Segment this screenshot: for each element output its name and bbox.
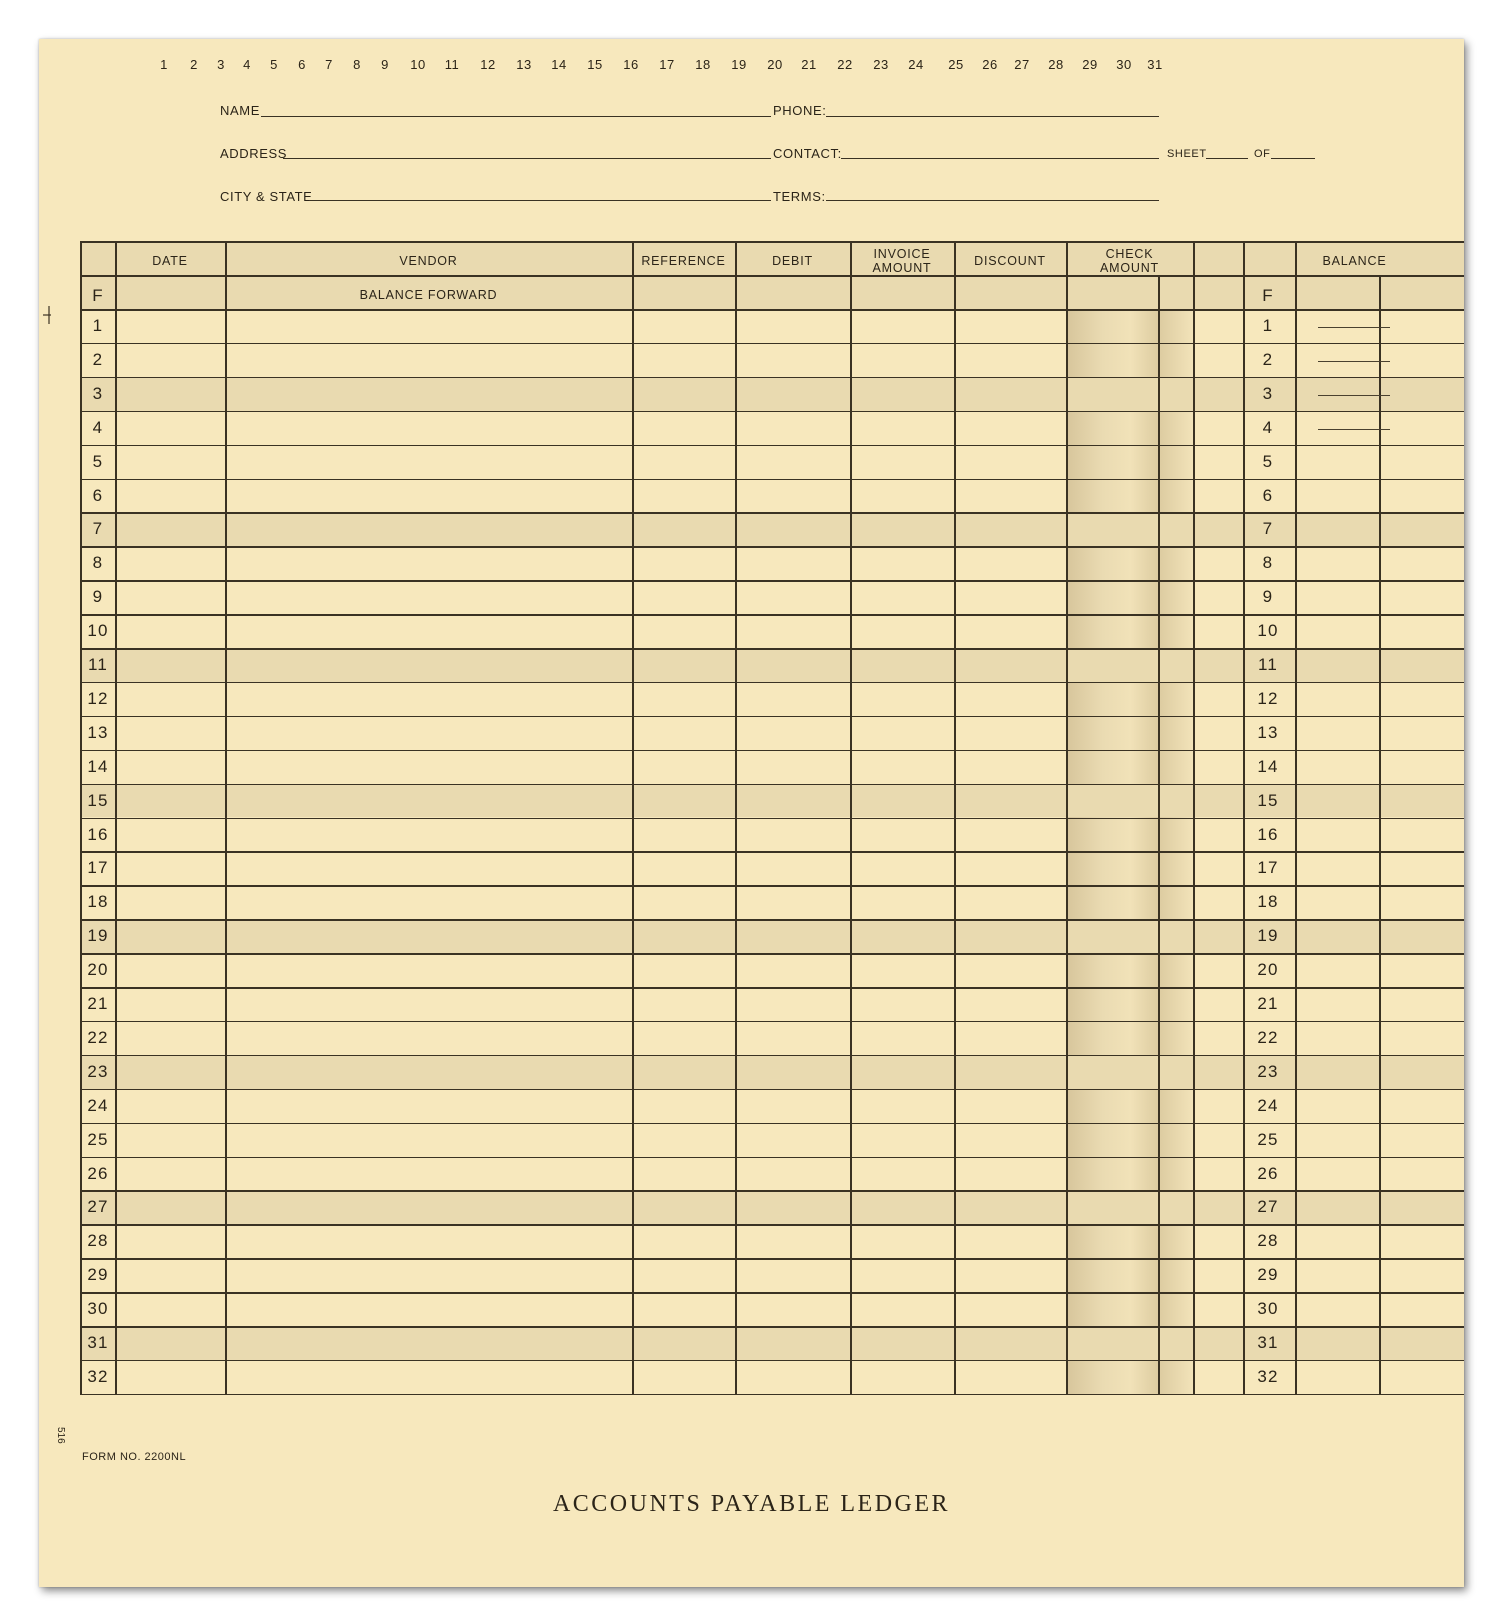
row-number-right: 10 — [1257, 621, 1279, 641]
grid-row-rule — [80, 1021, 1464, 1023]
phone-field[interactable] — [826, 116, 1159, 117]
row-number-left: 9 — [92, 587, 104, 607]
row-number-right: 22 — [1257, 1027, 1279, 1047]
row-number-left: 25 — [87, 1129, 109, 1149]
day-number-23: 23 — [873, 57, 889, 72]
contact-label: CONTACT: — [773, 146, 842, 161]
terms-label: TERMS: — [773, 189, 826, 204]
invoice-header-line1: INVOICE — [873, 247, 931, 261]
day-number-12: 12 — [480, 57, 496, 72]
grid-column-rule — [1295, 241, 1297, 1394]
row-number-left: 23 — [87, 1061, 109, 1081]
grid-row-rule — [80, 987, 1464, 989]
row-number-right: 26 — [1257, 1163, 1279, 1183]
form-side-code: 516 — [55, 1427, 66, 1444]
balance-cents-rule — [1379, 275, 1381, 1394]
row-number-left: 30 — [87, 1299, 109, 1319]
row-number-right: 32 — [1257, 1366, 1279, 1386]
row-number-right: 23 — [1257, 1061, 1279, 1081]
day-number-27: 27 — [1014, 57, 1030, 72]
day-number-1: 1 — [160, 57, 168, 72]
day-number-11: 11 — [444, 57, 460, 72]
reference-column-header: REFERENCE — [641, 254, 726, 268]
row-number-left: 8 — [92, 553, 104, 573]
row-number-right: 11 — [1257, 655, 1279, 674]
grid-column-rule — [632, 241, 634, 1394]
row-number-right: 31 — [1257, 1333, 1279, 1352]
row-number-right: 19 — [1257, 926, 1279, 946]
day-number-25: 25 — [948, 57, 964, 72]
address-field[interactable] — [283, 158, 771, 159]
row-number-right: 12 — [1257, 688, 1279, 708]
forward-row-label-right: F — [1262, 286, 1274, 305]
day-number-2: 2 — [190, 57, 198, 72]
grid-row-rule — [80, 750, 1464, 752]
grid-row-rule — [80, 818, 1464, 820]
row-number-left: 14 — [87, 756, 109, 776]
balance-entry-line — [1318, 395, 1390, 396]
check-amount-column-header — [1066, 247, 1193, 275]
row-number-right: 20 — [1257, 960, 1279, 980]
day-number-10: 10 — [410, 57, 426, 72]
row-number-left: 1 — [92, 316, 104, 335]
grid-row-rule — [80, 445, 1464, 447]
row-number-right: 5 — [1262, 451, 1274, 471]
day-number-7: 7 — [325, 57, 333, 72]
day-number-20: 20 — [767, 57, 783, 72]
grid-row-rule — [80, 614, 1464, 616]
day-number-15: 15 — [587, 57, 603, 72]
phone-label: PHONE: — [773, 103, 827, 118]
row-number-right: 14 — [1257, 756, 1279, 776]
grid-row-rule — [80, 411, 1464, 413]
grid-column-rule — [1066, 241, 1068, 1394]
grid-row-rule — [80, 1157, 1464, 1159]
check-header-line2: AMOUNT — [1100, 261, 1159, 275]
day-number-5: 5 — [270, 57, 278, 72]
row-number-right: 18 — [1257, 892, 1279, 912]
row-number-right: 15 — [1257, 790, 1279, 810]
grid-row-rule — [80, 1190, 1464, 1192]
row-number-left: 13 — [87, 722, 109, 742]
grid-row-rule — [80, 512, 1464, 514]
day-number-28: 28 — [1048, 57, 1064, 72]
day-number-14: 14 — [551, 57, 567, 72]
check-cents-rule — [1158, 275, 1160, 1394]
day-number-22: 22 — [837, 57, 853, 72]
forward-row-label-left: F — [92, 286, 104, 305]
row-number-left: 22 — [87, 1027, 109, 1047]
sheet-label: SHEET — [1167, 148, 1207, 160]
terms-field[interactable] — [826, 200, 1159, 201]
day-number-30: 30 — [1116, 57, 1132, 72]
date-column-header: DATE — [152, 254, 188, 268]
row-number-right: 29 — [1257, 1265, 1279, 1285]
grid-column-rule — [954, 241, 956, 1394]
shaded-row-band — [80, 648, 1464, 682]
balance-column-header: BALANCE — [1322, 254, 1387, 268]
city-state-label: CITY & STATE — [220, 189, 313, 204]
grid-header-rule — [80, 275, 1464, 277]
row-number-left: 7 — [92, 519, 104, 539]
grid-row-rule — [80, 784, 1464, 786]
form-title: ACCOUNTS PAYABLE LEDGER — [552, 1491, 951, 1517]
row-number-left: 32 — [87, 1366, 109, 1386]
row-number-left: 31 — [87, 1333, 109, 1352]
day-number-31: 31 — [1147, 57, 1163, 72]
grid-row-rule — [80, 885, 1464, 887]
row-number-right: 25 — [1257, 1129, 1279, 1149]
row-number-right: 1 — [1262, 316, 1274, 335]
row-number-left: 3 — [92, 383, 104, 403]
row-number-right: 24 — [1257, 1095, 1279, 1115]
invoice-header-line2: AMOUNT — [872, 261, 932, 275]
row-number-left: 4 — [92, 417, 104, 437]
day-number-13: 13 — [516, 57, 532, 72]
row-number-left: 29 — [87, 1265, 109, 1285]
shaded-row-band — [80, 377, 1464, 411]
row-number-right: 4 — [1262, 417, 1274, 437]
grid-column-rule — [1193, 241, 1195, 1394]
grid-row-rule — [80, 1326, 1464, 1328]
grid-row-rule — [80, 682, 1464, 684]
day-number-26: 26 — [982, 57, 998, 72]
form-number: FORM NO. 2200NL — [82, 1451, 187, 1463]
row-number-right: 16 — [1257, 824, 1279, 844]
grid-row-rule — [80, 851, 1464, 853]
grid-row-rule — [80, 1292, 1464, 1294]
row-number-right: 2 — [1262, 349, 1274, 369]
ledger-sheet — [39, 39, 1464, 1587]
row-number-right: 6 — [1262, 485, 1274, 505]
check-header-line1: CHECK — [1105, 247, 1154, 261]
contact-field[interactable] — [841, 158, 1159, 159]
discount-column-header: DISCOUNT — [974, 254, 1046, 268]
row-number-left: 24 — [87, 1095, 109, 1115]
debit-column-header: DEBIT — [772, 254, 813, 268]
row-number-right: 13 — [1257, 722, 1279, 742]
day-number-19: 19 — [731, 57, 747, 72]
of-label: OF — [1254, 148, 1271, 160]
grid-row-rule — [80, 1055, 1464, 1057]
row-number-left: 20 — [87, 960, 109, 980]
grid-row-rule — [80, 648, 1464, 650]
day-number-3: 3 — [217, 57, 225, 72]
day-number-8: 8 — [353, 57, 361, 72]
punch-guide-mark — [43, 306, 51, 324]
balance-entry-line — [1318, 361, 1390, 362]
of-field[interactable] — [1271, 158, 1315, 159]
balance-forward-label: BALANCE FORWARD — [359, 288, 498, 302]
grid-row-rule — [80, 716, 1464, 718]
grid-row-rule — [80, 546, 1464, 548]
grid-row-rule — [80, 377, 1464, 379]
row-number-left: 16 — [87, 824, 109, 844]
grid-row-rule — [80, 343, 1464, 345]
day-number-29: 29 — [1082, 57, 1098, 72]
row-number-left: 18 — [87, 892, 109, 912]
row-number-left: 19 — [87, 926, 109, 946]
row-number-right: 7 — [1262, 519, 1274, 539]
grid-row-rule — [80, 919, 1464, 921]
row-number-left: 15 — [87, 790, 109, 810]
row-number-left: 27 — [87, 1197, 109, 1217]
row-number-left: 10 — [87, 621, 109, 641]
day-of-month-strip — [39, 57, 1464, 77]
row-number-right: 28 — [1257, 1231, 1279, 1251]
grid-row-rule — [80, 1360, 1464, 1362]
city-state-field[interactable] — [309, 200, 771, 201]
row-number-right: 27 — [1257, 1197, 1279, 1217]
grid-column-rule — [735, 241, 737, 1394]
row-number-left: 11 — [87, 655, 109, 674]
grid-column-rule — [115, 241, 117, 1394]
day-number-24: 24 — [908, 57, 924, 72]
row-number-left: 21 — [87, 994, 109, 1013]
row-number-left: 26 — [87, 1163, 109, 1183]
row-number-right: 21 — [1257, 994, 1279, 1013]
grid-row-rule — [80, 1123, 1464, 1125]
grid-column-rule — [1243, 241, 1245, 1394]
grid-forward-rule — [80, 309, 1464, 311]
day-number-9: 9 — [381, 57, 389, 72]
grid-row-rule — [80, 953, 1464, 955]
grid-row-rule — [80, 1258, 1464, 1260]
grid-column-rule — [80, 241, 82, 1394]
row-number-right: 8 — [1262, 553, 1274, 573]
address-label: ADDRESS — [220, 146, 288, 161]
grid-row-rule — [80, 479, 1464, 481]
invoice-amount-column-header — [850, 247, 954, 275]
row-number-left: 17 — [87, 858, 109, 878]
shaded-row-band — [80, 512, 1464, 546]
row-number-right: 17 — [1257, 858, 1279, 878]
row-number-right: 3 — [1262, 383, 1274, 403]
grid-row-rule — [80, 1394, 1464, 1396]
row-number-left: 2 — [92, 349, 104, 369]
vendor-column-header: VENDOR — [399, 254, 458, 268]
row-number-left: 12 — [87, 688, 109, 708]
balance-entry-line — [1318, 327, 1390, 328]
name-field[interactable] — [261, 116, 771, 117]
grid-column-rule — [850, 241, 852, 1394]
grid-row-rule — [80, 1224, 1464, 1226]
day-number-17: 17 — [659, 57, 675, 72]
row-number-left: 28 — [87, 1231, 109, 1251]
grid-column-rule — [225, 241, 227, 1394]
balance-entry-line — [1318, 429, 1390, 430]
row-number-left: 5 — [92, 451, 104, 471]
row-number-right: 30 — [1257, 1299, 1279, 1319]
day-number-4: 4 — [243, 57, 251, 72]
day-number-18: 18 — [695, 57, 711, 72]
day-number-6: 6 — [298, 57, 306, 72]
day-number-16: 16 — [623, 57, 639, 72]
grid-row-rule — [80, 580, 1464, 582]
row-number-right: 9 — [1262, 587, 1274, 607]
grid-top-rule — [80, 241, 1464, 243]
name-label: NAME — [220, 103, 260, 118]
sheet-field[interactable] — [1206, 158, 1248, 159]
grid-row-rule — [80, 1089, 1464, 1091]
row-number-left: 6 — [92, 485, 104, 505]
day-number-21: 21 — [801, 57, 817, 72]
